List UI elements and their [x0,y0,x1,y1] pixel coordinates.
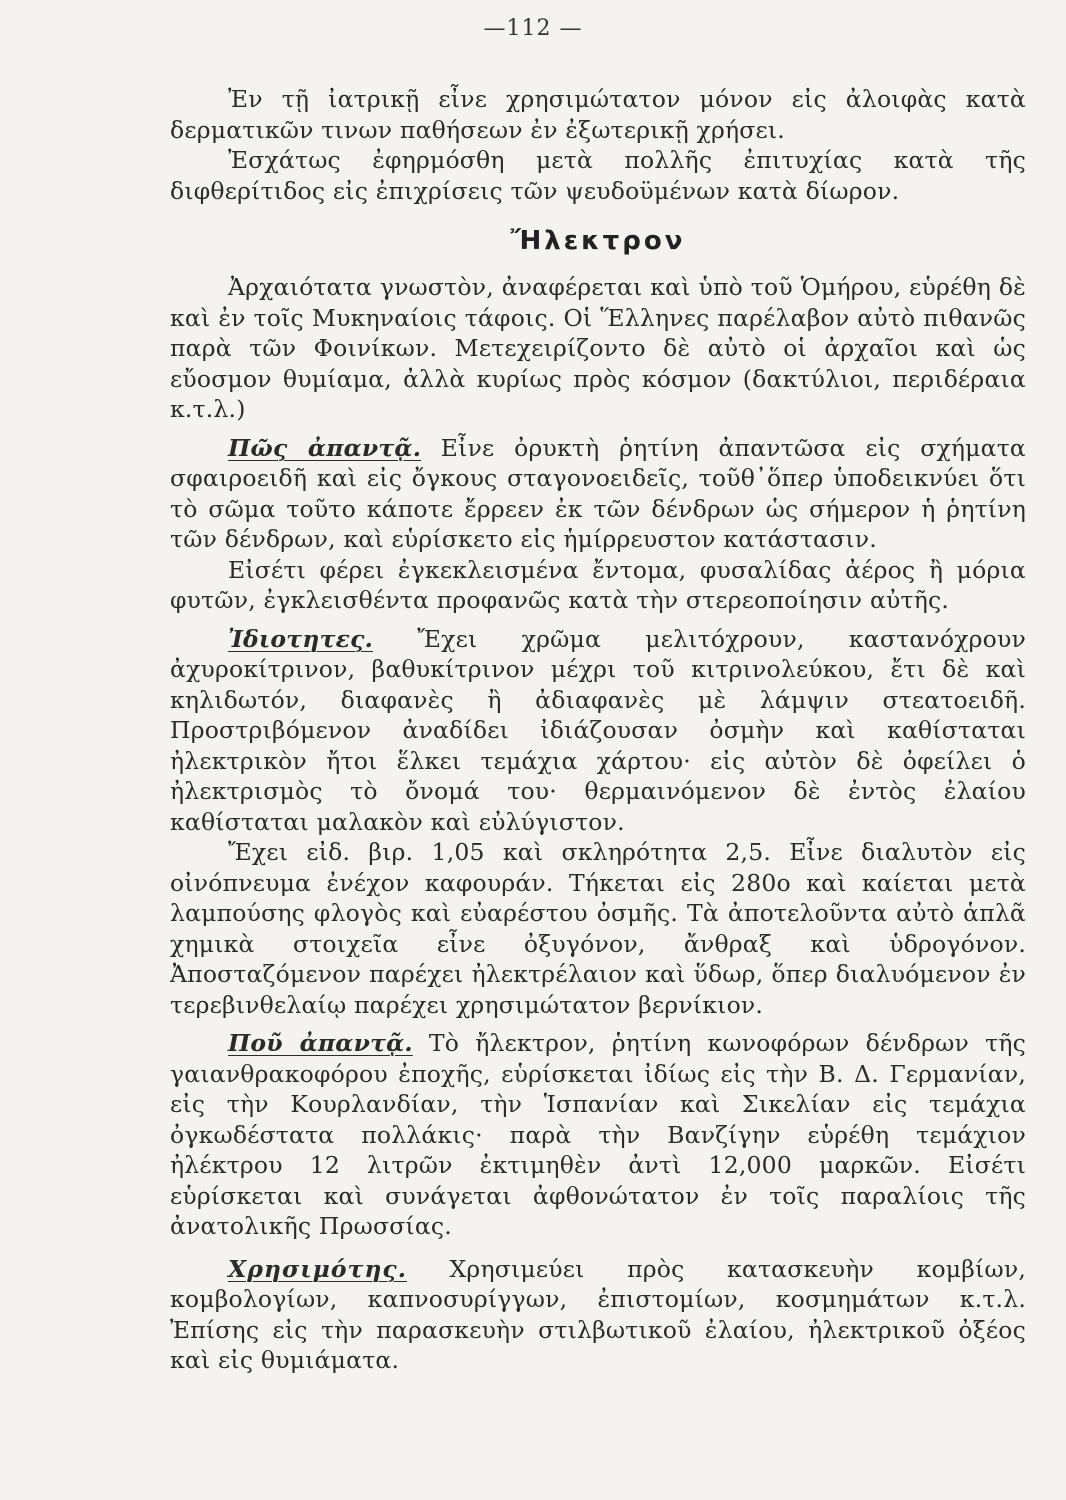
medical-use-paragraph: Ἐν τῇ ἰατρικῇ εἶνε χρησιμώτατον μόνον εἰς ἀλοιφὰς κατὰ δερματικῶν τινων παθήσεων ἐν ἐξωτερικῇ χρήσει. [170,85,1026,144]
usage-paragraph [170,1254,1026,1376]
physical-properties-paragraph: Ἔχει εἰδ. βιρ. 1,05 καὶ σκληρότητα 2,5. Εἶνε διαλυτὸν εἰς οἰνόπνευμα ἐνέχον καφουράν. Τήκεται εἰς 280ο καὶ καίεται μετὰ λαμπούσης φλογὸς καὶ εὐαρέστου ὀσμῆς. Τὰ ἀποτελοῦντα αὐτὸ ἁπλᾶ χημικὰ στοιχεῖα εἶνε ὀξυγόνον, ἄνθραξ καὶ ὑδρογόνον. Ἀποσταζόμενον παρέχει ἠλεκτρέλαιον καὶ ὕδωρ, ὅπερ διαλυόμενον ἐν τερεβινθελαίῳ παρέχει χρησιμώτατον βερνίκιον. [170,838,1026,1019]
occurrence-paragraph [170,433,1026,555]
properties-text: Ἔχει χρῶμα μελιτόχρουν, καστανόχρουν ἀχυροκίτρινον, βαθυκίτρινον μέχρι τοῦ κιτρινολεύκου, ἔτι δὲ καὶ κηλιδωτόν, διαφανὲς ἢ ἀδιαφανὲς μὲ λάμψιν στεατοειδῆ. Προστριβόμενον ἀναδίδει ἰδιάζουσαν ὀσμὴν καὶ καθίσταται ἠλεκτρικὸν ἤτοι ἕλκει τεμάχια χάρτου· εἰς αὐτὸν δὲ ὀφείλει ὁ ἠλεκτρισμὸς τὸ ὄνομά του· θερμαινόμενον δὲ ἐντὸς ἐλαίου καθίσταται μαλακὸν καὶ εὐλύγιστον. [170,624,1026,836]
location-text: Τὸ ἤλεκτρον, ῥητίνη κωνοφόρων δένδρων τῆς γαιανθρακοφόρου ἐποχῆς, εὑρίσκεται ἰδίως εἰς τὴν Β. Δ. Γερμανίαν, εἰς τὴν Κουρλανδίαν, τὴν Ἱσπανίαν καὶ Σικελίαν εἰς τεμάχια ὀγκωδέστατα πολλάκις· παρὰ τὴν Βανζίγην εὑρέθη τεμάχιον ἠλέκτρου 12 λιτρῶν ἐκτιμηθὲν ἀντὶ 12,000 μαρκῶν. Εἰσέτι εὑρίσκεται καὶ συνάγεται ἀφθονώτατον ἐν τοῖς παραλίοις τῆς ἀνατολικῆς Πρωσσίας. [170,1029,1026,1240]
occurrence-lead: Πῶς ἀπαντᾷ. [228,433,422,462]
diphtheria-paragraph: Ἐσχάτως ἐφηρμόσθη μετὰ πολλῆς ἐπιτυχίας κατὰ τῆς διφθερίτιδος εἰς ἐπιχρίσεις τῶν ψευδοϋμένων κατὰ δίωρον. [170,146,1026,205]
usage-text: Χρησιμεύει πρὸς κατασκευὴν κομβίων, κομβολογίων, καπνοσυρίγγων, ἐπιστομίων, κοσμημάτων κ.τ.λ. Ἐπίσης εἰς τὴν παρασκευὴν στιλβωτικοῦ ἐλαίου, ἠλεκτρικοῦ ὀξέος καὶ εἰς θυμιάματα. [170,1254,1026,1374]
location-paragraph [170,1028,1026,1242]
properties-paragraph [170,624,1026,838]
history-paragraph: Ἀρχαιότατα γνωστὸν, ἀναφέρεται καὶ ὑπὸ τοῦ Ὁμήρου, εὑρέθη δὲ καὶ ἐν τοῖς Μυκηναίοις τάφοις. Οἱ Ἕλληνες παρέλαβον αὐτὸ πιθανῶς παρὰ τῶν Φοινίκων. Μετεχειρίζοντο δὲ αὐτὸ οἱ ἀρχαῖοι καὶ ὡς εὔοσμον θυμίαμα, ἀλλὰ κυρίως πρὸς κόσμον (δακτύλιοι, περιδέραια κ.τ.λ.) [170,273,1026,423]
section-heading: Ἤλεκτρον [510,226,686,256]
page-body [170,84,1026,1376]
properties-lead: Ἰδιοτητες. [228,624,373,653]
usage-lead: Χρησιμότης. [228,1254,407,1283]
inclusions-paragraph: Εἰσέτι φέρει ἐγκεκλεισμένα ἔντομα, φυσαλίδας ἀέρος ἢ μόρια φυτῶν, ἐγκλεισθέντα προφανῶς κατὰ τὴν στερεοποίησιν αὐτῆς. [170,555,1026,614]
occurrence-text: Εἶνε ὀρυκτὴ ῥητίνη ἀπαντῶσα εἰς σχήματα σφαιροειδῆ καὶ εἰς ὄγκους σταγονοειδεῖς, τοῦθ᾽ὅπερ ὑποδεικνύει ὅτι τὸ σῶμα τοῦτο κάποτε ἔρρεεν ἐκ τῶν δένδρων ὡς σήμερον ἡ ῥητίνη τῶν δένδρων, καὶ εὑρίσκετο εἰς ἡμίρρευστον κατάστασιν. [170,433,1026,553]
location-lead: Ποῦ ἀπαντᾷ. [228,1029,413,1057]
page-number: —112 — [483,16,583,41]
